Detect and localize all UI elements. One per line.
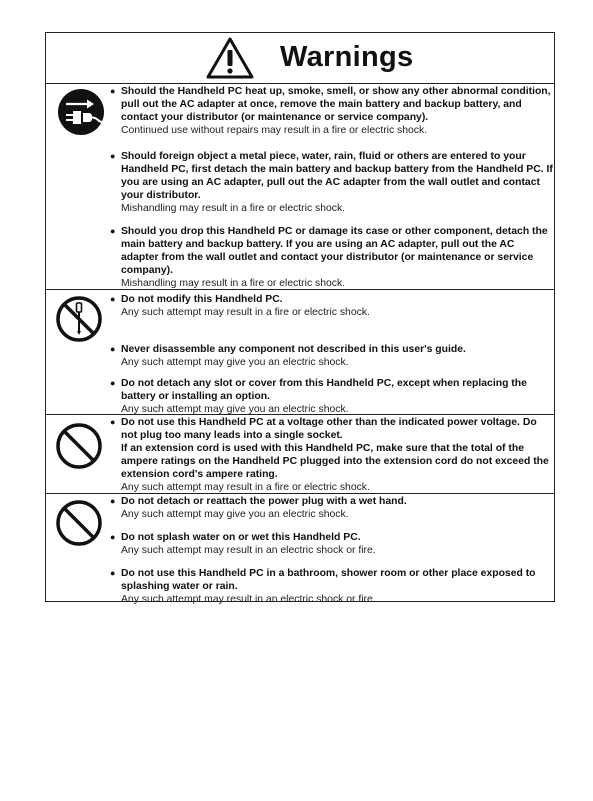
warning-heading: Do not use this Handheld PC in a bathroom, shower room or other place exposed to splashing water or rain. (121, 568, 536, 592)
warning-item: ● Do not detach or reattach the power plug with a wet hand. Any such attempt may give you an electric shock. (109, 495, 554, 521)
warning-heading: Do not detach any slot or cover from this Handheld PC, except when replacing the battery or installing an option. (121, 378, 527, 402)
warning-heading: Do not use this Handheld PC at a voltage other than the indicated power voltage. Do not plug too many leads into a single socket. If an extension cord is used with this Handheld PC, make sure that the total of the ampere ratings on the Handheld PC plugged into the extension cord do not exceed the extension cord's ampere rating. (121, 417, 549, 480)
warning-item: ● Should you drop this Handheld PC or damage its case or other component, detach the main battery and backup battery. If you are using an AC adapter, pull out the AC adapter from the wall outlet and contact your distributor (or maintenance or service company). Mishandling may result in a fire or electric shock. (109, 225, 554, 290)
warning-item: ● Should the Handheld PC heat up, smoke, smell, or show any other abnormal condition, pull out the AC adapter at once, remove the main battery and backup battery, and contact your distributor (or maintenance or service company). Continued use without repairs may result in a fire or electric shock. (109, 85, 554, 137)
warning-note: Any such attempt may result in a fire or electric shock. (121, 307, 370, 318)
warnings-box (45, 32, 555, 605)
no-disassembly-icon (54, 294, 104, 344)
warning-note: Any such attempt may give you an electric shock. (121, 509, 349, 520)
warning-item: ● Do not use this Handheld PC in a bathroom, shower room or other place exposed to splashing water or rain. Any such attempt may result in an electric shock or fire. (109, 567, 554, 606)
warning-note: Continued use without repairs may result in a fire or electric shock. (121, 125, 428, 136)
warning-heading: Should foreign object a metal piece, water, rain, fluid or others are entered to your Handheld PC, first detach the main battery and backup battery from the Handheld PC. If you are using an AC adapter, pull out the AC adapter from the wall outlet and contact your distributor. (121, 151, 553, 201)
warning-item: ● Do not modify this Handheld PC. Any such attempt may result in a fire or electric shock. (109, 293, 554, 319)
warning-heading: Do not modify this Handheld PC. (121, 294, 283, 305)
warning-heading: Do not splash water on or wet this Handheld PC. (121, 532, 361, 543)
warning-note: Any such attempt may give you an electric shock. (121, 404, 349, 415)
warning-note: Mishandling may result in a fire or electric shock. (121, 203, 346, 214)
page-title: Warnings (280, 41, 414, 73)
warning-note: Any such attempt may result in an electric shock or fire. (121, 594, 376, 605)
warning-note: Any such attempt may result in an electric shock or fire. (121, 545, 376, 556)
section-no-disassembly (46, 289, 554, 414)
warnings-header (46, 33, 554, 84)
warning-item: ● Do not use this Handheld PC at a voltage other than the indicated power voltage. Do not plug too many leads into a single socket. If an extension cord is used with this Handheld PC, make sure that the total of the ampere ratings on the Handheld PC plugged into the extension cord do not exceed the extension cord's ampere rating. Any such attempt may result in a fire or electric shock. (109, 416, 554, 494)
prohibited-icon (54, 421, 104, 471)
section-voltage (46, 414, 554, 493)
unplug-icon (56, 87, 106, 137)
prohibited-icon (54, 498, 104, 548)
warning-item: ● Never disassemble any component not described in this user's guide. Any such attempt may give you an electric shock. (109, 343, 554, 369)
warning-note: Any such attempt may give you an electric shock. (121, 357, 349, 368)
section-unplug (46, 84, 554, 289)
warning-item: ● Should foreign object a metal piece, water, rain, fluid or others are entered to your Handheld PC, first detach the main battery and backup battery from the Handheld PC. If you are using an AC adapter, pull out the AC adapter from the wall outlet and contact your distributor. Mishandling may result in a fire or electric shock. (110, 151, 553, 214)
section-water (46, 493, 554, 605)
warning-note: Mishandling may result in a fire or electric shock. (121, 278, 346, 289)
warning-item: ● Do not detach any slot or cover from this Handheld PC, except when replacing the battery or installing an option. Any such attempt may give you an electric shock. (109, 377, 554, 416)
warning-heading: Should the Handheld PC heat up, smoke, smell, or show any other abnormal condition, pull out the AC adapter at once, remove the main battery and backup battery, and contact your distributor (or maintenance or service company). (121, 86, 551, 123)
warning-note: Any such attempt may result in a fire or electric shock. (121, 482, 370, 493)
warning-heading: Should you drop this Handheld PC or damage its case or other component, detach the main battery and backup battery. If you are using an AC adapter, pull out the AC adapter from the wall outlet and contact your distributor (or maintenance or service company). (121, 226, 548, 276)
warning-heading: Never disassemble any component not described in this user's guide. (121, 344, 466, 355)
warning-item: ● Do not splash water on or wet this Handheld PC. Any such attempt may result in an electric shock or fire. (109, 531, 554, 557)
warning-triangle-icon (206, 37, 254, 79)
warning-heading: Do not detach or reattach the power plug with a wet hand. (121, 496, 407, 507)
